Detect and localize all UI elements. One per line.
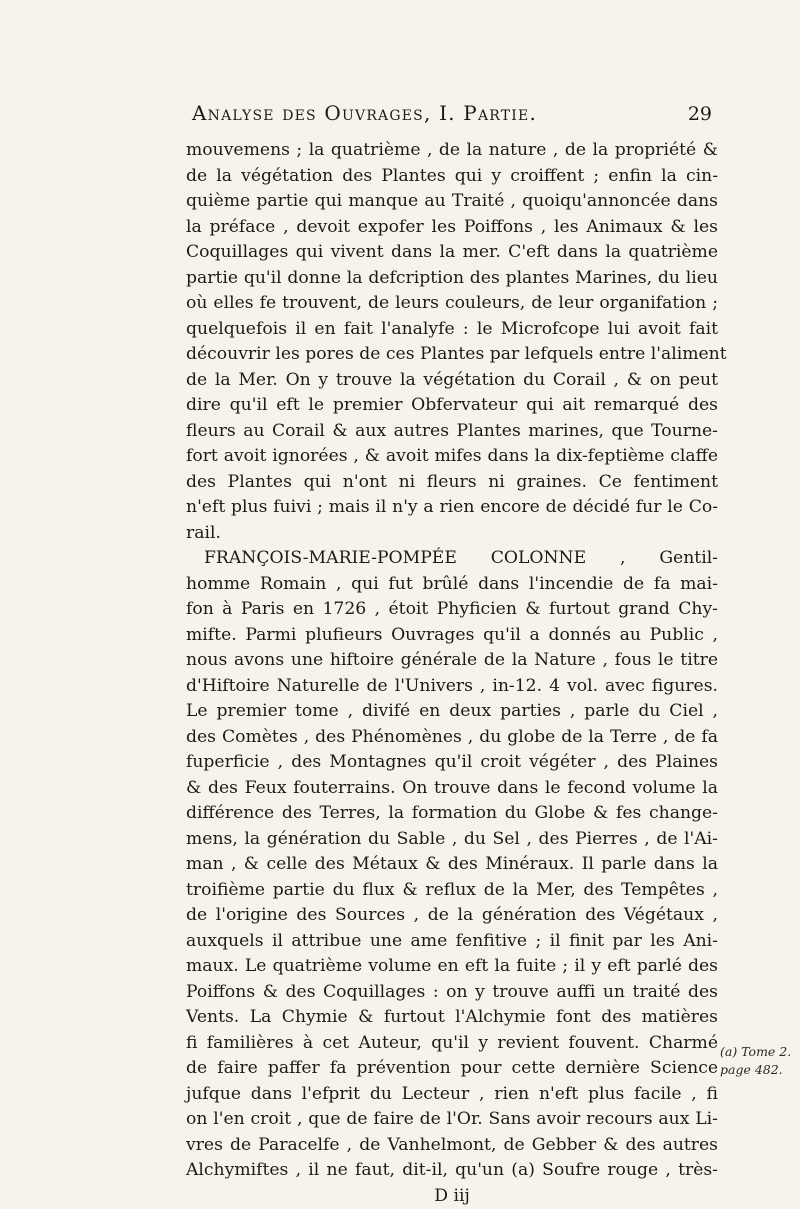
page-header [192,101,712,135]
text-line: vres de Paracelfe , de Vanhelmont, de Gebber & des autres [186,1133,718,1159]
page-number: 29 [688,103,712,125]
footnote-line: (a) Tome 2. [720,1043,796,1061]
text-line: fuperficie , des Montagnes qu'il croit végéter , des Plaines [186,750,718,776]
text-line: la préface , devoit expofer les Poiffons , les Animaux & les [186,215,718,241]
text-line: dire qu'il eft le premier Obfervateur qui ait remarqué des [186,393,718,419]
footnote-line: page 482. [720,1061,796,1079]
text-line: Poiffons & des Coquillages : on y trouve auffi un traité des [186,980,718,1006]
text-line: mifte. Parmi plufieurs Ouvrages qu'il a donnés au Public , [186,623,718,649]
text-line: fort avoit ignorées , & avoit mifes dans la dix-feptième claffe [186,444,718,470]
text-line: des Plantes qui n'ont ni fleurs ni graines. Ce fentiment [186,470,718,496]
text-line: des Comètes , des Phénomènes , du globe de la Terre , de fa [186,725,718,751]
text-line: & des Feux fouterrains. On trouve dans le fecond volume la [186,776,718,802]
text-line: différence des Terres, la formation du Globe & fes change- [186,801,718,827]
text-line: de faire paffer fa prévention pour cette dernière Science [186,1056,718,1082]
signature-mark: D iij [186,1184,718,1209]
text-line: de la végétation des Plantes qui y croiffent ; enfin la cin- [186,164,718,190]
text-line: d'Hiftoire Naturelle de l'Univers , in-12. 4 vol. avec figures. [186,674,718,700]
text-line: quelquefois il en fait l'analyfe : le Microfcope lui avoit fait [186,317,718,343]
text-line: n'eft plus fuivi ; mais il n'y a rien encore de décidé fur le Co- [186,495,718,521]
text-line: partie qu'il donne la defcription des plantes Marines, du lieu [186,266,718,292]
text-line: homme Romain , qui fut brûlé dans l'incendie de fa mai- [186,572,718,598]
text-line: auxquels il attribue une ame fenfitive ; il finit par les Ani- [186,929,718,955]
text-line: fi familières à cet Auteur, qu'il y revient fouvent. Charmé [186,1031,718,1057]
text-line: Le premier tome , divifé en deux parties , parle du Ciel , [186,699,718,725]
text-line: mouvemens ; la quatrième , de la nature , de la propriété & [186,138,718,164]
text-line: fleurs au Corail & aux autres Plantes marines, que Tourne- [186,419,718,445]
text-line: mens, la génération du Sable , du Sel , des Pierres , de l'Ai- [186,827,718,853]
text-line: découvrir les pores de ces Plantes par lefquels entre l'aliment [186,342,718,368]
running-title: Analyse des Ouvrages, I. Partie. [192,101,537,125]
text-line: jufque dans l'efprit du Lecteur , rien n'eft plus facile , fi [186,1082,718,1108]
text-line: rail. [186,521,718,547]
text-line: de la Mer. On y trouve la végétation du Corail , & on peut [186,368,718,394]
text-line: FRANÇOIS-MARIE-POMPÉE COLONNE , Gentil- [186,546,718,572]
text-line: on l'en croit , que de faire de l'Or. Sans avoir recours aux Li- [186,1107,718,1133]
text-line: Coquillages qui vivent dans la mer. C'eft dans la quatrième [186,240,718,266]
text-line: où elles fe trouvent, de leurs couleurs, de leur organifation ; [186,291,718,317]
text-line: troifième partie du flux & reflux de la Mer, des Tempêtes , [186,878,718,904]
text-line: Alchymiftes , il ne faut, dit-il, qu'un (a) Soufre rouge , très- [186,1158,718,1184]
text-line: Vents. La Chymie & furtout l'Alchymie font des matières [186,1005,718,1031]
body-text [186,138,718,1209]
text-line: de l'origine des Sources , de la génération des Végétaux , [186,903,718,929]
text-line: quième partie qui manque au Traité , quoiqu'annoncée dans [186,189,718,215]
text-line: fon à Paris en 1726 , étoit Phyficien & furtout grand Chy- [186,597,718,623]
margin-footnote [720,1043,796,1079]
text-line: maux. Le quatrième volume en eft la fuite ; il y eft parlé des [186,954,718,980]
text-line: man , & celle des Métaux & des Minéraux. Il parle dans la [186,852,718,878]
text-line: nous avons une hiftoire générale de la Nature , fous le titre [186,648,718,674]
